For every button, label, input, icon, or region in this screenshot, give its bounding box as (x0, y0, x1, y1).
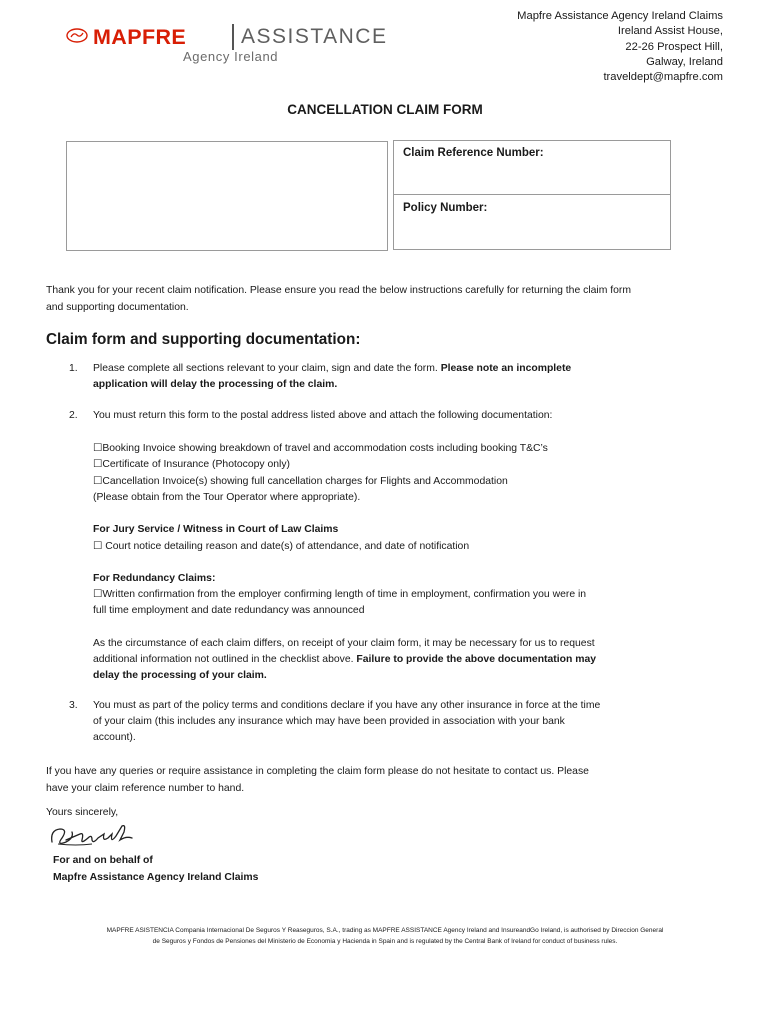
checklist-court-notice: ☐ Court notice detailing reason and date(s) of attendance, and date of notification (93, 541, 470, 552)
logo-assistance-text: ASSISTANCE (241, 25, 388, 48)
redundancy-line: full time employment and date redundancy was announced (93, 605, 365, 616)
item1-warning: Please note an incomplete (440, 363, 572, 374)
form-title: CANCELLATION CLAIM FORM (287, 102, 483, 117)
circumstance-text: additional information not outlined in the checklist above. (93, 654, 357, 665)
yours-sincerely: Yours sincerely, (46, 807, 119, 818)
checklist-employer-confirmation: ☐Written confirmation from the employer confirming length of time in employment, confirmation you were in (93, 589, 587, 600)
item-number: 2. (69, 410, 78, 421)
box-divider (394, 194, 670, 195)
intro-line: Thank you for your recent claim notification. Please ensure you read the below instructions carefully for returning the claim form (46, 285, 632, 296)
signoff-company: Mapfre Assistance Agency Ireland Claims (53, 871, 259, 883)
logo-subtitle: Agency Ireland (183, 49, 279, 64)
closing-line: have your claim reference number to hand. (46, 782, 245, 794)
address-window-box (66, 141, 388, 251)
item3-line: You must as part of the policy terms and conditions declare if you have any other insurance in force at the time (93, 700, 601, 711)
item1-text: Please complete all sections relevant to your claim, sign and date the form. (93, 363, 441, 374)
logo-brand-text: MAPFRE (93, 25, 187, 49)
item3-line: of your claim (this includes any insurance which may have been provided in association with your bank (93, 716, 565, 727)
reference-box (393, 140, 671, 250)
section-heading: Claim form and supporting documentation: (46, 331, 361, 348)
redundancy-heading: For Redundancy Claims: (93, 573, 216, 584)
circumstance-line: As the circumstance of each claim differs, on receipt of your claim form, it may be necessary for us to request (93, 638, 595, 649)
footer-line: de Seguros y Fondos de Pensiones del Ministerio de Economia y Hacienda in Spain and is regulated by the Central Bank of Ireland for conduct of business rules. (152, 938, 618, 945)
policy-number-label: Policy Number: (403, 202, 488, 214)
address-line: Galway, Ireland (646, 55, 723, 68)
checklist-certificate: ☐Certificate of Insurance (Photocopy only) (93, 459, 291, 470)
company-address (517, 9, 723, 85)
mapfre-emblem-icon (66, 28, 88, 43)
logo-separator (232, 24, 234, 50)
claim-reference-label: Claim Reference Number: (403, 147, 544, 159)
address-line: Ireland Assist House, (617, 25, 723, 38)
signoff-line: For and on behalf of (53, 855, 153, 866)
closing-line: If you have any queries or require assistance in completing the claim form please do not hesitate to contact us. Please (46, 766, 589, 777)
handwritten-signature (46, 820, 136, 854)
legal-footer (0, 925, 770, 947)
signoff-block (53, 853, 258, 886)
circumstance-warning-cont: delay the processing of your claim. (93, 670, 267, 681)
circumstance-warning: Failure to provide the above documentation may (356, 654, 597, 665)
item-number: 1. (69, 363, 78, 374)
checklist-booking-invoice: ☐Booking Invoice showing breakdown of travel and accommodation costs including booking T&C’s (93, 443, 548, 454)
item1-warning-cont: application will delay the processing of the claim. (93, 379, 338, 390)
address-line: 22-26 Prospect Hill, (625, 40, 723, 53)
intro-paragraph (46, 283, 631, 316)
mapfre-logo (66, 22, 406, 68)
item3-line: account). (93, 732, 136, 743)
item-number: 3. (69, 700, 78, 711)
checklist-cancellation-invoice: ☐Cancellation Invoice(s) showing full cancellation charges for Flights and Accommodation (93, 476, 508, 487)
address-line: Mapfre Assistance Agency Ireland Claims (517, 10, 723, 22)
item2-intro: You must return this form to the postal address listed above and attach the following documentation: (93, 410, 553, 421)
intro-line: and supporting documentation. (46, 301, 189, 313)
circumstance-line (93, 652, 596, 669)
address-email: traveldept@mapfre.com (603, 71, 723, 84)
closing-paragraph (46, 764, 589, 797)
footer-line: MAPFRE ASISTENCIA Compania Internacional De Seguros Y Reaseguros, S.A., trading as MAPFRE ASSISTANCE Agency Ireland and InsureandGo Ireland, is authorised by Direccion General (106, 927, 664, 934)
tour-operator-note: (Please obtain from the Tour Operator where appropriate). (93, 492, 361, 503)
item1-line (93, 361, 571, 378)
jury-heading: For Jury Service / Witness in Court of Law Claims (93, 524, 339, 535)
